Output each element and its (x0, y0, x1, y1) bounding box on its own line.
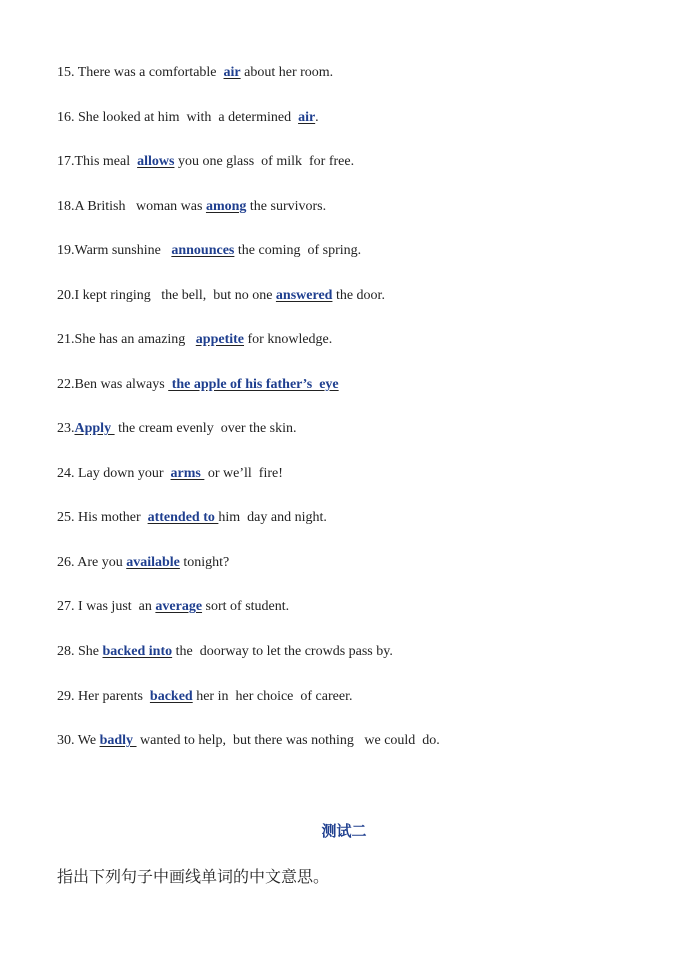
underlined-keyword: Apply (74, 421, 115, 436)
underlined-keyword: badly (99, 733, 137, 748)
underlined-keyword: answered (275, 288, 333, 303)
sentence-text: wanted to help, but there was nothing we could do. (136, 733, 440, 748)
sentence-27 (57, 598, 289, 616)
sentence-text: the door. (332, 288, 385, 303)
instruction-text: 指出下列句子中画线单词的中文意思。 (57, 867, 330, 886)
sentence-text: tonight? (179, 555, 230, 570)
underlined-keyword: appetite (195, 332, 245, 347)
sentence-text: 29. Her parents (57, 689, 150, 704)
underlined-keyword: backed into (102, 644, 173, 659)
sentence-text: 18.A British woman was (57, 199, 206, 214)
sentence-text: the cream evenly over the skin. (114, 421, 297, 436)
sentence-21 (57, 331, 332, 349)
sentence-text: him day and night. (218, 510, 327, 525)
sentence-text: sort of student. (202, 599, 290, 614)
sentence-26 (57, 554, 229, 572)
sentence-text: 17.This meal (57, 154, 138, 169)
sentence-text: for knowledge. (244, 332, 333, 347)
sentence-text: 22.Ben was always (57, 377, 169, 392)
sentence-text: . (315, 110, 319, 125)
sentence-text: 27. I was just an (57, 599, 156, 614)
underlined-keyword: attended to (147, 510, 219, 525)
sentence-text: 21.She has an amazing (57, 332, 196, 347)
sentence-text: the coming of spring. (234, 243, 362, 258)
sentence-20 (57, 287, 385, 305)
sentence-text: her in her choice of career. (192, 689, 353, 704)
sentence-text: the doorway to let the crowds pass by. (172, 644, 393, 659)
underlined-keyword: the apple of his father’s eye (168, 377, 339, 392)
sentence-text: 25. His mother (57, 510, 148, 525)
sentence-17 (57, 153, 354, 171)
underlined-keyword: arms (170, 466, 205, 481)
sentence-text: 20.I kept ringing the bell, but no one (57, 288, 276, 303)
sentence-text: 23. (57, 421, 75, 436)
sentence-text: 28. She (57, 644, 103, 659)
sentence-29 (57, 688, 352, 706)
sentence-text: or we’ll fire! (204, 466, 283, 481)
underlined-keyword: air (223, 65, 241, 80)
underlined-keyword: among (205, 199, 247, 214)
underlined-keyword: announces (171, 243, 235, 258)
underlined-keyword: backed (149, 689, 193, 704)
underlined-keyword: air (298, 110, 316, 125)
sentence-text: you one glass of milk for free. (174, 154, 355, 169)
sentence-23 (57, 420, 297, 438)
underlined-keyword: available (126, 555, 180, 570)
sentence-25 (57, 509, 327, 527)
sentence-text: 30. We (57, 733, 100, 748)
sentence-text: 15. There was a comfortable (57, 65, 224, 80)
sentence-text: 16. She looked at him with a determined (57, 110, 299, 125)
sentence-text: about her room. (240, 65, 334, 80)
sentence-30 (57, 732, 440, 750)
sentence-text: 26. Are you (57, 555, 127, 570)
sentence-18 (57, 198, 326, 216)
underlined-keyword: allows (137, 154, 175, 169)
sentence-24 (57, 465, 283, 483)
sentence-text: the survivors. (246, 199, 327, 214)
sentence-16 (57, 109, 319, 127)
underlined-keyword: average (155, 599, 203, 614)
sentence-19 (57, 242, 361, 260)
section-heading: 测试二 (321, 822, 367, 840)
sentence-22 (57, 376, 339, 394)
sentence-text: 24. Lay down your (57, 466, 171, 481)
sentence-text: 19.Warm sunshine (57, 243, 172, 258)
sentence-15 (57, 64, 333, 82)
sentence-28 (57, 643, 393, 661)
